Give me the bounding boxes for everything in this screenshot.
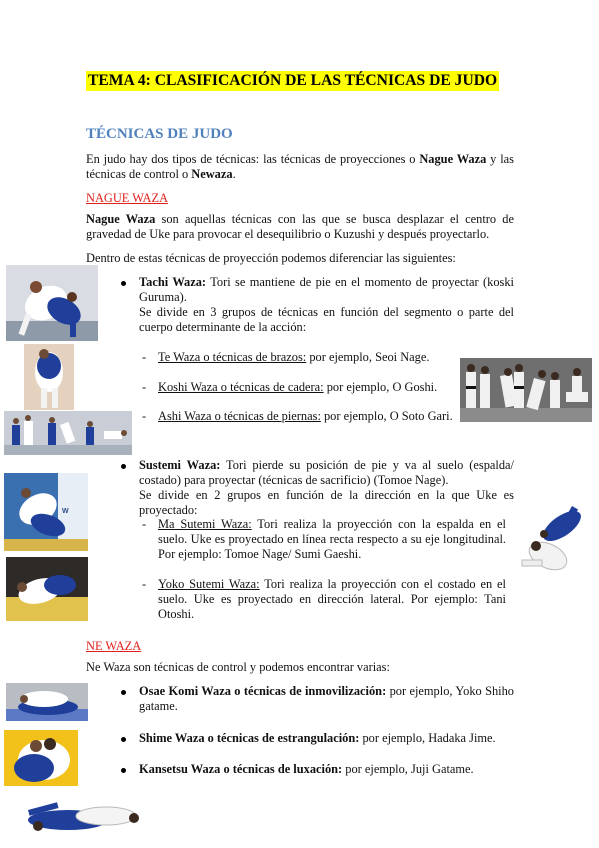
sutemi-waza-label: Sustemi Waza: [139, 458, 221, 472]
nague-lead: Dentro de estas técnicas de proyección podemos diferenciar las siguientes: [86, 251, 456, 265]
bullet-tachi [121, 281, 126, 286]
shime-waza-term: Shime Waza o técnicas de estrangulación: [139, 731, 360, 745]
tachi-waza-sub: Se divide en 3 grupos de técnicas en función del segmento o parte del cuerpo determinante de la acción: [139, 305, 514, 334]
intro-term-nague-waza: Nague Waza [419, 152, 487, 166]
dash-te-waza: - [142, 350, 147, 364]
judo-throw-photo [6, 265, 98, 341]
osae-komi-term: Osae Komi Waza o técnicas de inmovilización: [139, 684, 387, 698]
tachi-waza-item [139, 275, 514, 335]
ma-sutemi-item [158, 517, 506, 562]
tachi-waza-label: Tachi Waza: [139, 275, 207, 289]
yoko-sutemi-term: Yoko Sutemi Waza: [158, 577, 260, 591]
sutemi-waza-photo-2 [6, 557, 88, 621]
seoi-nage-photo [24, 344, 74, 410]
ma-sutemi-text: Tori realiza la proyección con la espalda en el suelo. Uke es proyectado en línea recta respecto a su eje longitudinal. Por ejemplo: Tomoe Nage/ Sumi Gaeshi. [158, 517, 506, 561]
ashi-waza-text: por ejemplo, O Soto Gari. [320, 409, 453, 423]
ashi-waza-term: Ashi Waza o técnicas de piernas: [158, 409, 321, 423]
svg-text:W: W [62, 508, 69, 515]
koshi-waza-term: Koshi Waza o técnicas de cadera: [158, 380, 324, 394]
ashi-waza-item [158, 409, 458, 424]
tachi-waza-text: Tori se mantiene de pie en el momento de proyectar (koski Guruma). [139, 275, 514, 304]
osae-komi-item [139, 684, 514, 714]
shime-waza-photo [4, 730, 78, 786]
osae-komi-text: por ejemplo, Yoko Shiho gatame. [139, 684, 515, 713]
yoko-sutemi-item [158, 577, 506, 622]
intro-text-2: y las técnicas de control o [86, 152, 515, 181]
ma-sutemi-term: Ma Sutemi Waza: [158, 517, 252, 531]
kansetsu-waza-term: Kansetsu Waza o técnicas de luxación: [139, 762, 343, 776]
kansetsu-waza-text: por ejemplo, Juji Gatame. [342, 762, 474, 776]
dash-ma-sutemi: - [142, 517, 147, 531]
te-waza-text: por ejemplo, Seoi Nage. [306, 350, 430, 364]
intro-text-1: En judo hay dos tipos de técnicas: las técnicas de proyecciones o [86, 152, 420, 166]
juji-gatame-photo [8, 796, 152, 840]
sutemi-waza-sub: Se divide en 2 grupos en función de la dirección en la que Uke es proyectado: [139, 488, 514, 517]
nague-waza-heading: NAGUE WAZA [86, 191, 169, 205]
ne-waza-heading: NE WAZA [86, 639, 142, 653]
sutemi-waza-text: Tori pierde su posición de pie y va al suelo (espalda/ costado) para proyectar (técnicas de sacrificio) (Tomoe Nage). [139, 458, 514, 487]
nague-definition-text: son aquellas técnicas con las que se busca desplazar el centro de gravedad de Uke para provocar el desequilibrio o Kuzushi y después proyectarlo. [86, 212, 514, 241]
te-waza-term: Te Waza o técnicas de brazos: [158, 350, 307, 364]
bullet-sutemi [121, 464, 126, 469]
dash-koshi-waza: - [142, 380, 147, 394]
shime-waza-item [139, 731, 514, 746]
bullet-shime [121, 737, 126, 742]
dash-ashi-waza: - [142, 409, 147, 423]
koshi-waza-sequence-photo [460, 358, 592, 422]
sutemi-waza-item [139, 458, 514, 518]
section-heading: TÉCNICAS DE JUDO [86, 126, 233, 142]
osae-komi-photo [6, 683, 88, 721]
ne-waza-lead: Ne Waza son técnicas de control y podemos encontrar varias: [86, 660, 390, 674]
yoko-sutemi-text: Tori realiza la proyección con el costado en el suelo. Uke es proyectado en dirección lateral. Por ejemplo: Tani Otoshi. [158, 577, 506, 621]
bullet-osae-komi [121, 690, 126, 695]
te-waza-item [158, 350, 458, 365]
intro-text-3: . [232, 167, 236, 181]
shime-waza-text: por ejemplo, Hadaka Jime. [359, 731, 496, 745]
sutemi-waza-photo-1 [4, 473, 88, 551]
tomoe-nage-photo [516, 500, 598, 582]
intro-paragraph [86, 152, 514, 182]
intro-term-newaza: Newaza [191, 167, 233, 181]
kansetsu-waza-item [139, 762, 514, 777]
nague-definition-term: Nague Waza [86, 212, 156, 226]
bullet-kansetsu [121, 768, 126, 773]
page-title: TEMA 4: CLASIFICACIÓN DE LAS TÉCNICAS DE JUDO [88, 72, 498, 89]
ashi-waza-photo-strip [4, 411, 132, 455]
koshi-waza-item [158, 380, 458, 395]
koshi-waza-text: por ejemplo, O Goshi. [323, 380, 438, 394]
nague-definition [86, 212, 514, 242]
dash-yoko-sutemi: - [142, 577, 147, 591]
